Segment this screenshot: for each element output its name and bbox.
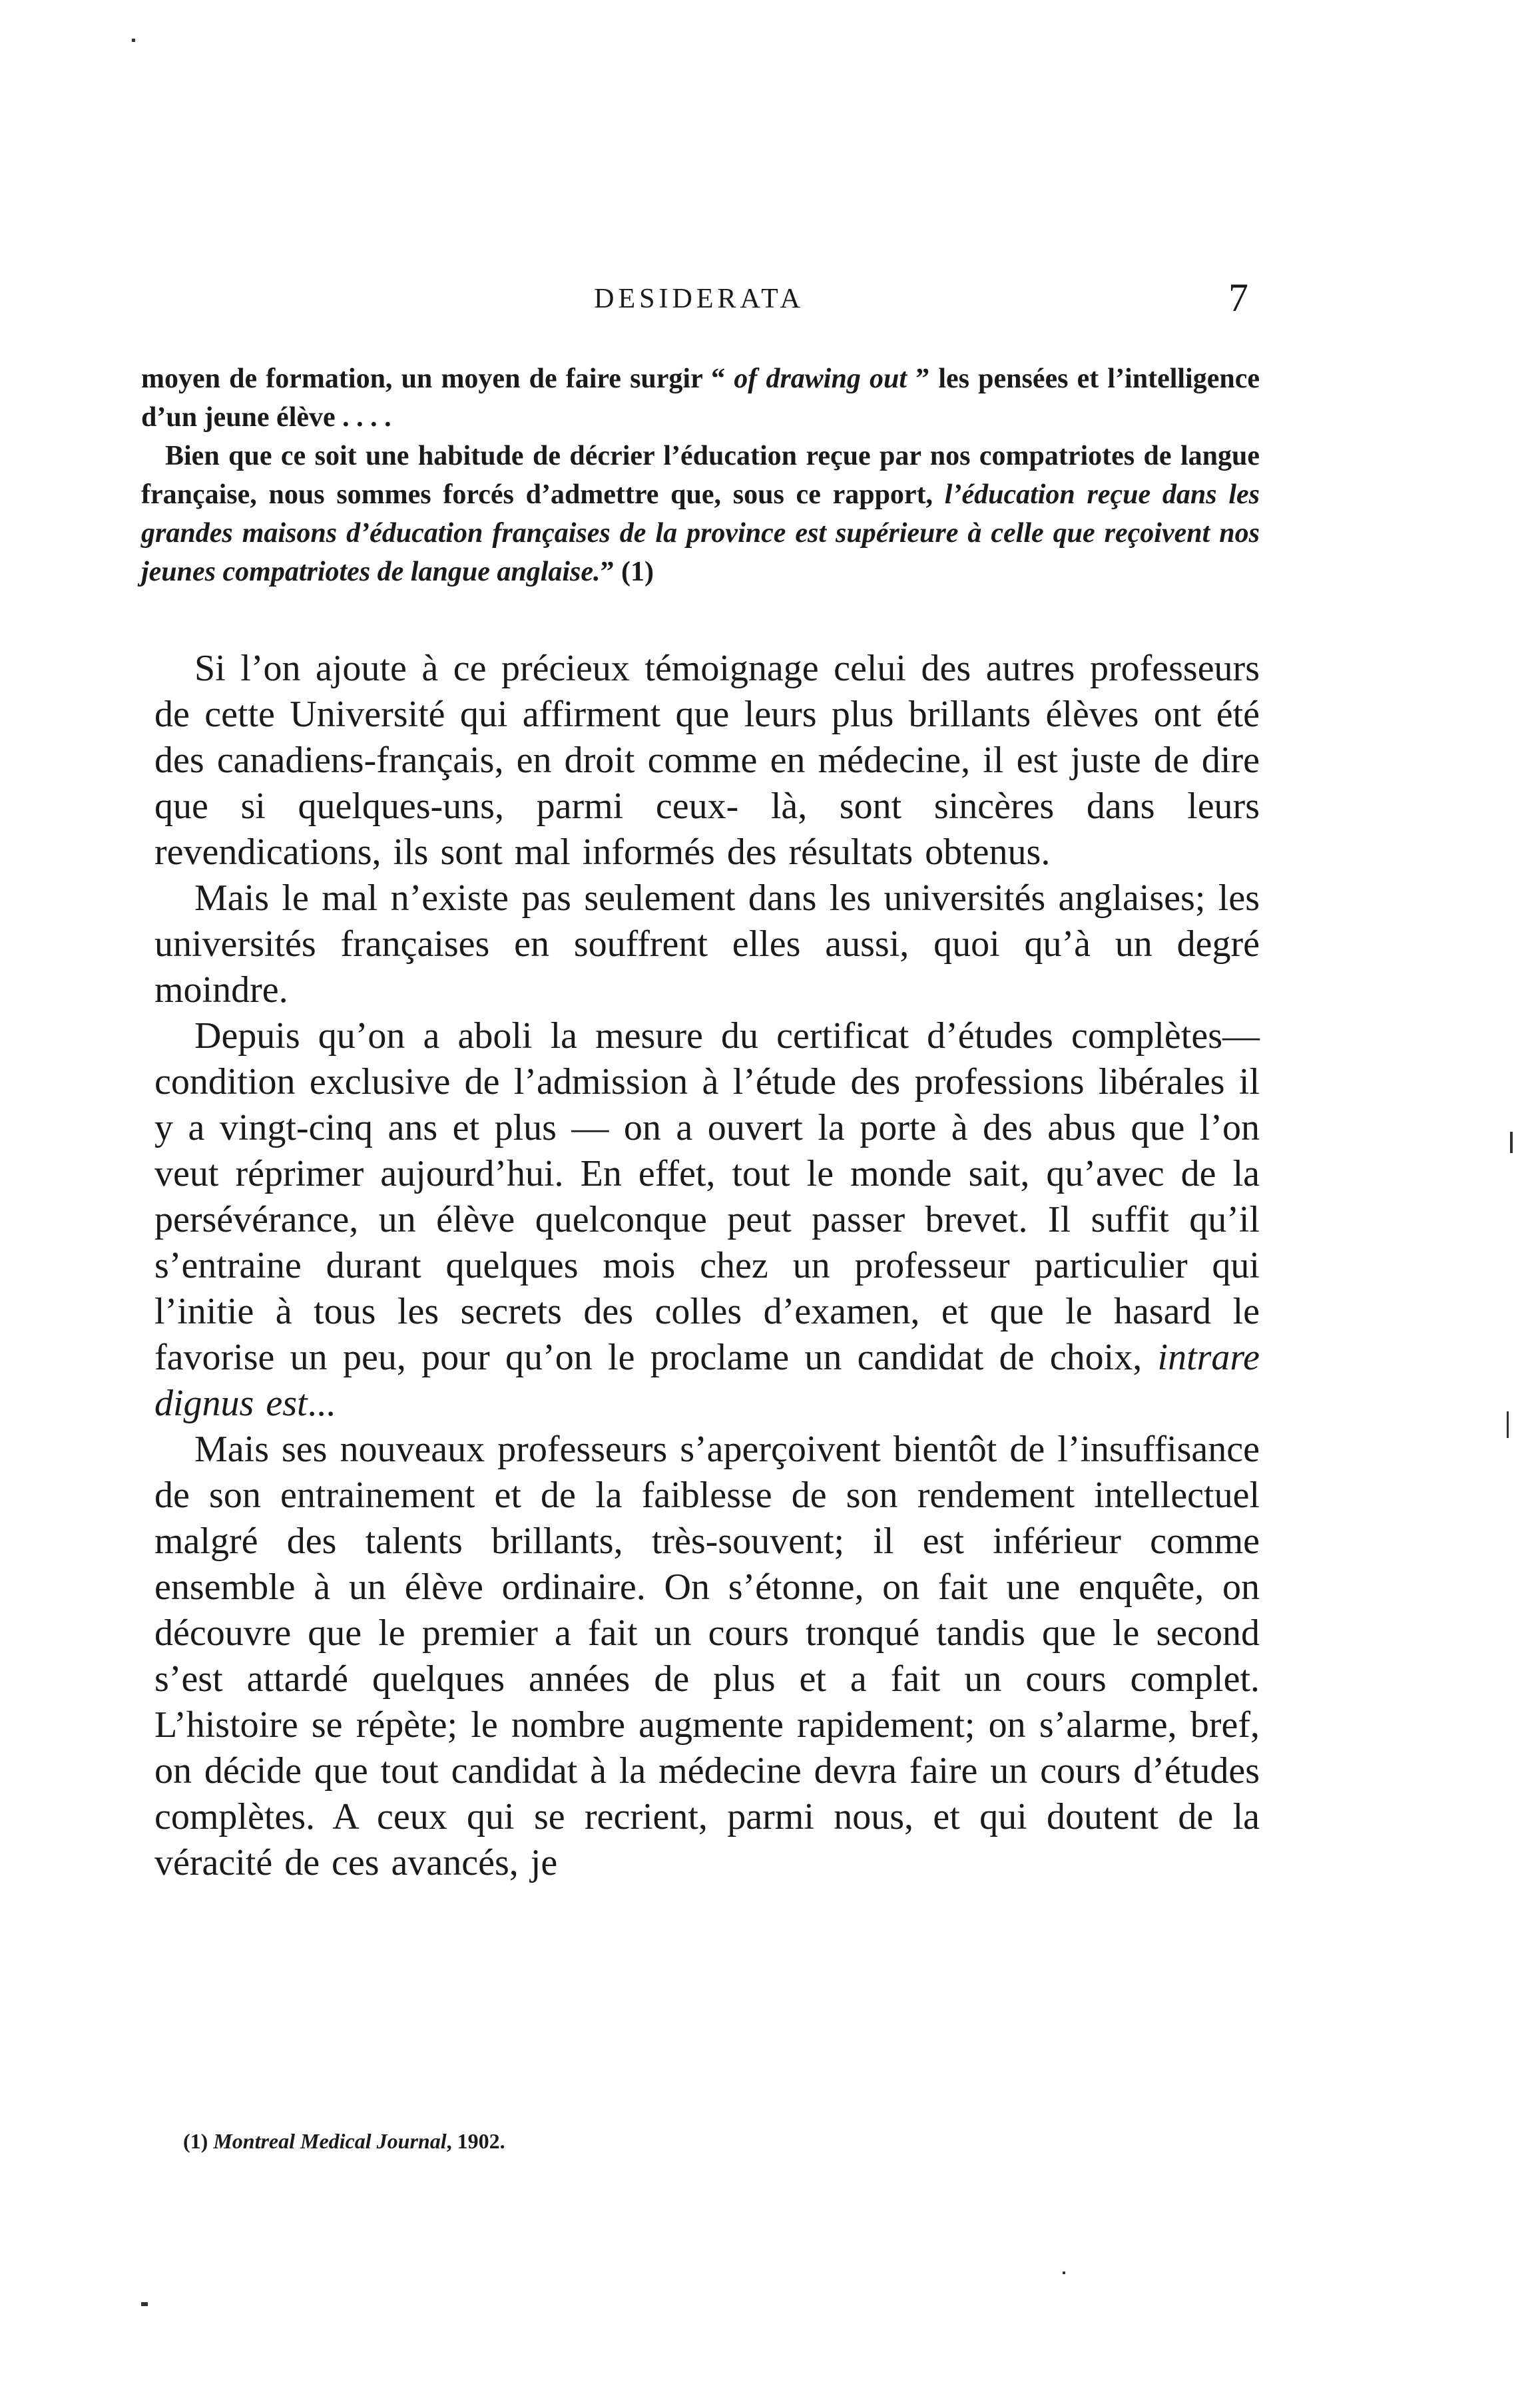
quote-italic-text: of drawing out [734,363,907,394]
footnote-source: Montreal Medical Journal [213,2129,447,2153]
body-text [154,646,1260,1886]
quote-text: Bien que ce soit une habitude de décrier l’éducation reçue par nos compatriotes de langue française, nous sommes forcés d’admettre que, sous ce rapport, [141,441,1260,510]
quoted-passage [141,360,1260,591]
quote-text: moyen de formation, un moyen de faire surgir “ [141,363,734,394]
paragraph-text: Depuis qu’on a aboli la mesure du certificat d’études complètes—condition exclusive de l’admission à l’étude des professions libérales il y a vingt-cinq ans et plus — on a ouvert la porte à des abus que l’on veut réprimer aujourd’hui. En effet, tout le monde sait, qu’avec de la persévérance, un élève quelconque peut passer brevet. Il suffit qu’il s’entraine durant quelques mois chez un professeur particulier qui l’initie à tous les secrets des colles d’examen, et que le hasard le favorise un peu, pour qu’on le proclame un candidat de choix, [154,1015,1260,1378]
footnote-marker: (1) [183,2129,214,2153]
scan-speck [1507,1411,1509,1438]
footnote [183,2129,505,2154]
paragraph: Si l’on ajoute à ce précieux témoignage celui des autres professeurs de cette Université qui affirment que leurs plus brillants élèves ont été des canadiens-français, en droit comme en médecine, il est juste de dire que si quelques-uns, parmi ceux- là, sont sincères dans leurs revendications, ils sont mal informés des résultats obtenus. [154,648,1260,873]
scan-speck [1510,1132,1513,1153]
footnote-year: , 1902. [446,2129,505,2153]
paragraph: Mais ses nouveaux professeurs s’aperçoivent bientôt de l’insuffisance de son entrainement et de la faiblesse de son rendement intellectuel malgré des talents brillants, très-souvent; il est inférieur comme ensemble à un élève ordinaire. On s’étonne, on fait une enquête, on découvre que le premier a fait un cours tronqué tandis que le second s’est attardé quelques années de plus et a fait un cours complet. L’histoire se répète; le nombre augmente rapidement; on s’alarme, bref, on décide que tout candidat à la médecine devra faire un cours d’études complètes. A ceux qui se recrient, parmi nous, et qui doutent de la véracité de ces avancés, je [154,1429,1260,1883]
ellipsis: ... [307,1383,336,1424]
scan-speck [1063,2272,1065,2274]
running-title: DESIDERATA [594,284,804,314]
scan-speck [132,39,135,42]
quote-paragraph-2 [141,437,1260,591]
quote-italic-text: l’éducation reçue dans les grandes maisons d’éducation françaises de la province est supérieure à celle que reçoivent nos jeunes compatriotes de langue anglaise. [141,479,1260,587]
paragraph [154,1013,1260,1427]
quote-paragraph-1 [141,360,1260,437]
page-number: 7 [1228,276,1248,320]
quote-text: ” les pensées et l’intelligence d’un jeune élève . . . . [141,363,1260,433]
paragraph: Mais le mal n’existe pas seulement dans les universités anglaises; les universités françaises en souffrent elles aussi, quoi qu’à un degré moindre. [154,877,1260,1011]
latin-phrase: intrare dignus est [154,1337,1260,1424]
quote-text: ” (1) [600,557,654,587]
scan-speck [141,2302,148,2306]
running-header [156,276,1248,330]
